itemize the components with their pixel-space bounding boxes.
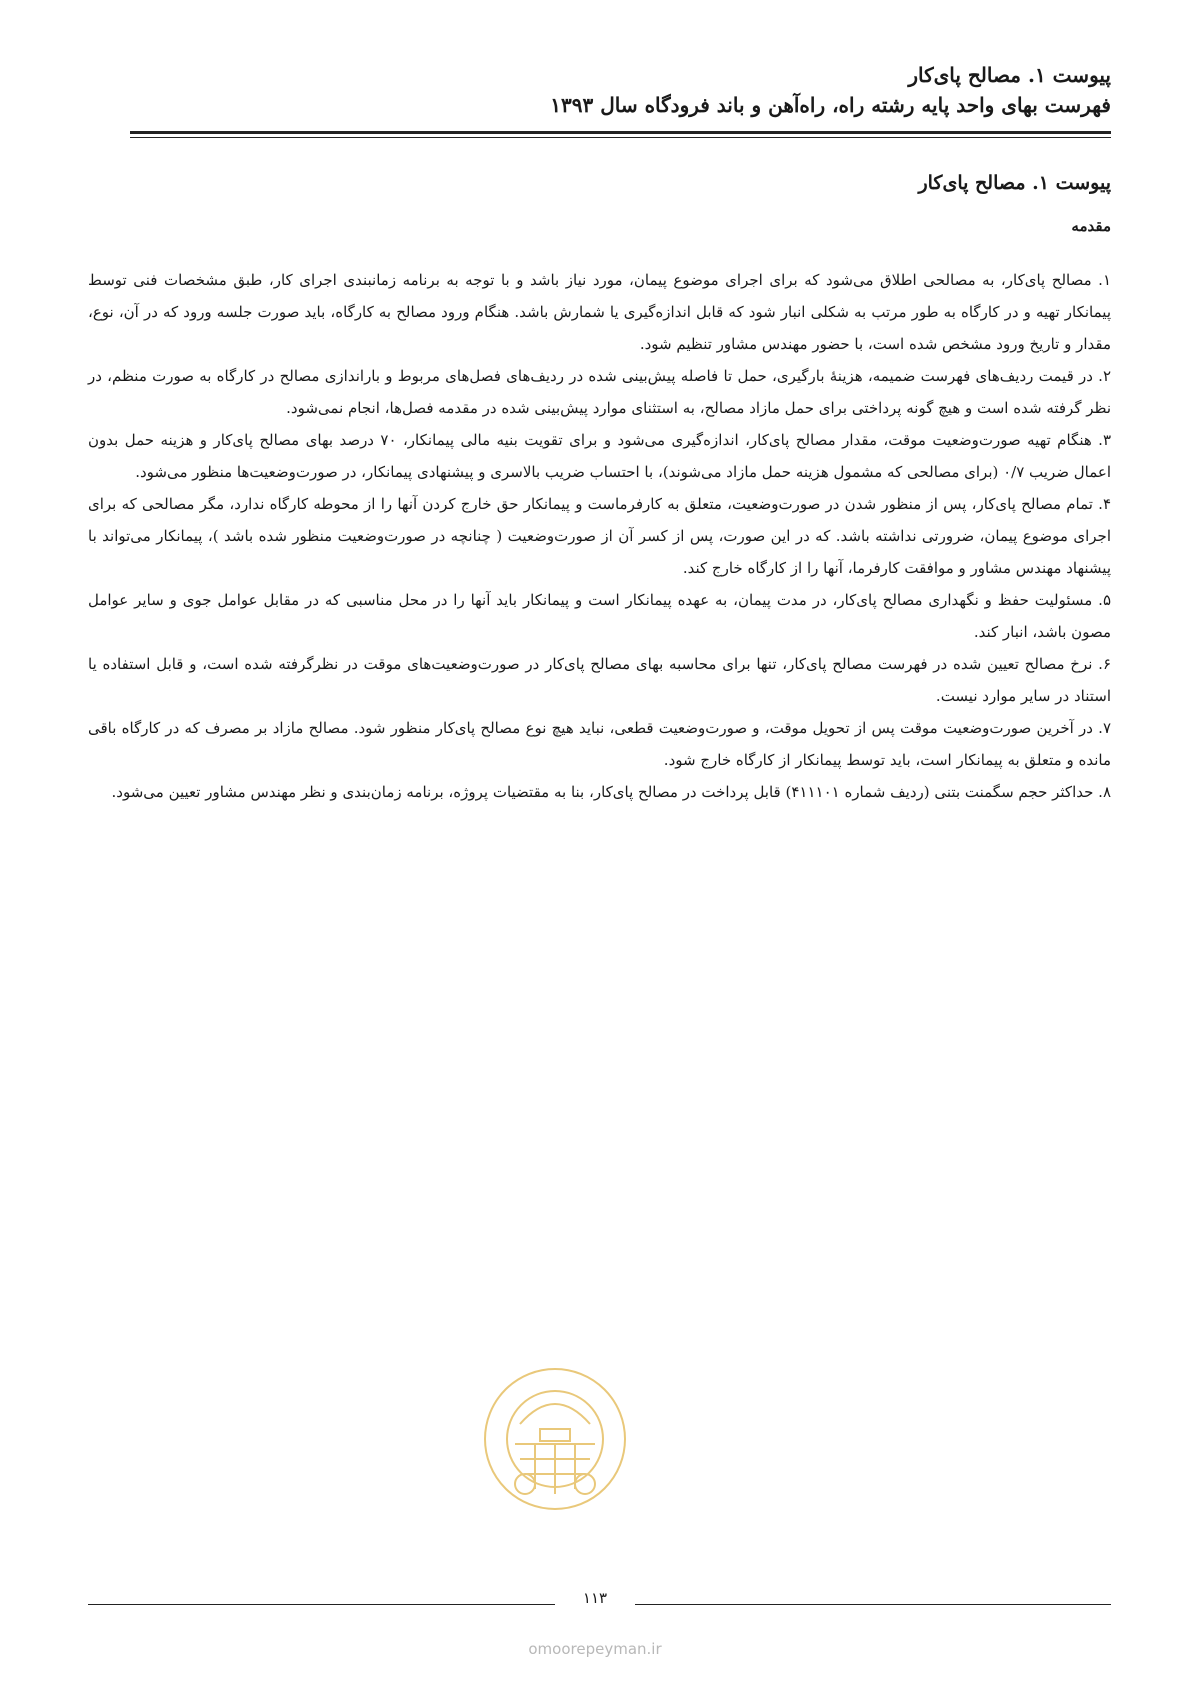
page-number: ۱۱۳ (555, 1586, 635, 1610)
paragraph-5: ۵. مسئولیت حفظ و نگهداری مصالح پای‌کار، در مدت پیمان، به عهده پیمانکار است و پیمانکار باید آنها را در محل مناسبی که در مقابل عوامل جوی و سایر عوامل مصون باشد، انبار کند. (88, 591, 1111, 641)
paragraph-4: ۴. تمام مصالح پای‌کار، پس از منظور شدن در صورت‌وضعیت، متعلق به کارفرماست و پیمانکار حق خارج کردن آنها را از محوطه کارگاه ندارد، مگر مصالحی که برای اجرای موضوع پیمان، ضرورتی نداشته باشد. که در این صورت، پس از کسر آن از صورت‌وضعیت ( چنانچه در صورت‌وضعیت منظور شده باشد )، پیمانکار می‌تواند با پیشنهاد مهندس مشاور و موافقت کارفرما، آنها را از کارگاه خارج کند. (88, 495, 1111, 577)
paragraph-6: ۶. نرخ مصالح تعیین شده در فهرست مصالح پای‌کار، تنها برای محاسبه بهای مصالح پای‌کار در صورت‌وضعیت‌های موقت در نظرگرفته شده است، و قابل استفاده یا استناد در سایر موارد نیست. (88, 655, 1111, 705)
page-header (130, 60, 1111, 120)
paragraph-7: ۷. در آخرین صورت‌وضعیت موقت پس از تحویل موقت، و صورت‌وضعیت قطعی، نباید هیچ نوع مصالح پای‌کار منظور شود. مصالح مازاد بر مصرف که در کارگاه باقی مانده و متعلق به پیمانکار است، باید توسط پیمانکار از کارگاه خارج شود. (88, 719, 1111, 769)
header-rule-thick (130, 131, 1111, 134)
paragraph-2: ۲. در قیمت ردیف‌های فهرست ضمیمه، هزینهٔ بارگیری، حمل تا فاصله پیش‌بینی شده در ردیف‌های فصل‌های مربوط و باراندازی مصالح در کارگاه به صورت منظم، در نظر گرفته شده است و هیچ گونه پرداختی برای حمل مازاد مصالح، به استثنای موارد پیش‌بینی شده در مقدمه فصل‌ها، انجام نمی‌شود. (88, 367, 1111, 417)
header-document-title: فهرست بهای واحد پایه رشته راه، راه‌آهن و باند فرودگاه سال ۱۳۹۳ (550, 93, 1111, 117)
paragraph-3: ۳. هنگام تهیه صورت‌وضعیت موقت، مقدار مصالح پای‌کار، اندازه‌گیری می‌شود و برای تقویت بنیه مالی پیمانکار، ۷۰ درصد بهای مصالح پای‌کار و هزینه حمل بدون اعمال ضریب ۰/۷ (برای مصالحی که مشمول هزینه حمل مازاد می‌شوند)، با احتساب ضریب بالاسری و پیشنهادی پیمانکار، در صورت‌وضعیت‌ها منظور می‌شود. (88, 431, 1112, 481)
page-content (88, 168, 1111, 808)
watermark-seal-icon (480, 1364, 630, 1514)
paragraph-1: ۱. مصالح پای‌کار، به مصالحی اطلاق می‌شود که برای اجرای موضوع پیمان، مورد نیاز باشد و با توجه به برنامه زمانبندی اجرای کار، طبق مشخصات فنی توسط پیمانکار تهیه و در کارگاه به طور مرتب به شکلی انبار شود که قابل اندازه‌گیری یا شمارش باشد. هنگام ورود مصالح به کارگاه، باید صورت جلسه ورود که در آن، نوع، مقدار و تاریخ ورود مشخص شده است، با حضور مهندس مشاور تنظیم شود. (88, 271, 1111, 353)
header-rule-thin (130, 137, 1111, 138)
paragraph-8: ۸. حداکثر حجم سگمنت بتنی (ردیف شماره ۴۱۱۱۰۱) قابل پرداخت در مصالح پای‌کار، بنا به مقتضیات پروژه، برنامه زمان‌بندی و نظر مهندس مشاور تعیین می‌شود. (111, 783, 1111, 801)
section-title: پیوست ۱. مصالح پای‌کار (918, 172, 1111, 194)
header-appendix-title: پیوست ۱. مصالح پای‌کار (908, 63, 1111, 87)
section-subtitle: مقدمه (1071, 217, 1111, 235)
website-watermark: omoorepeyman.ir (528, 1640, 662, 1658)
